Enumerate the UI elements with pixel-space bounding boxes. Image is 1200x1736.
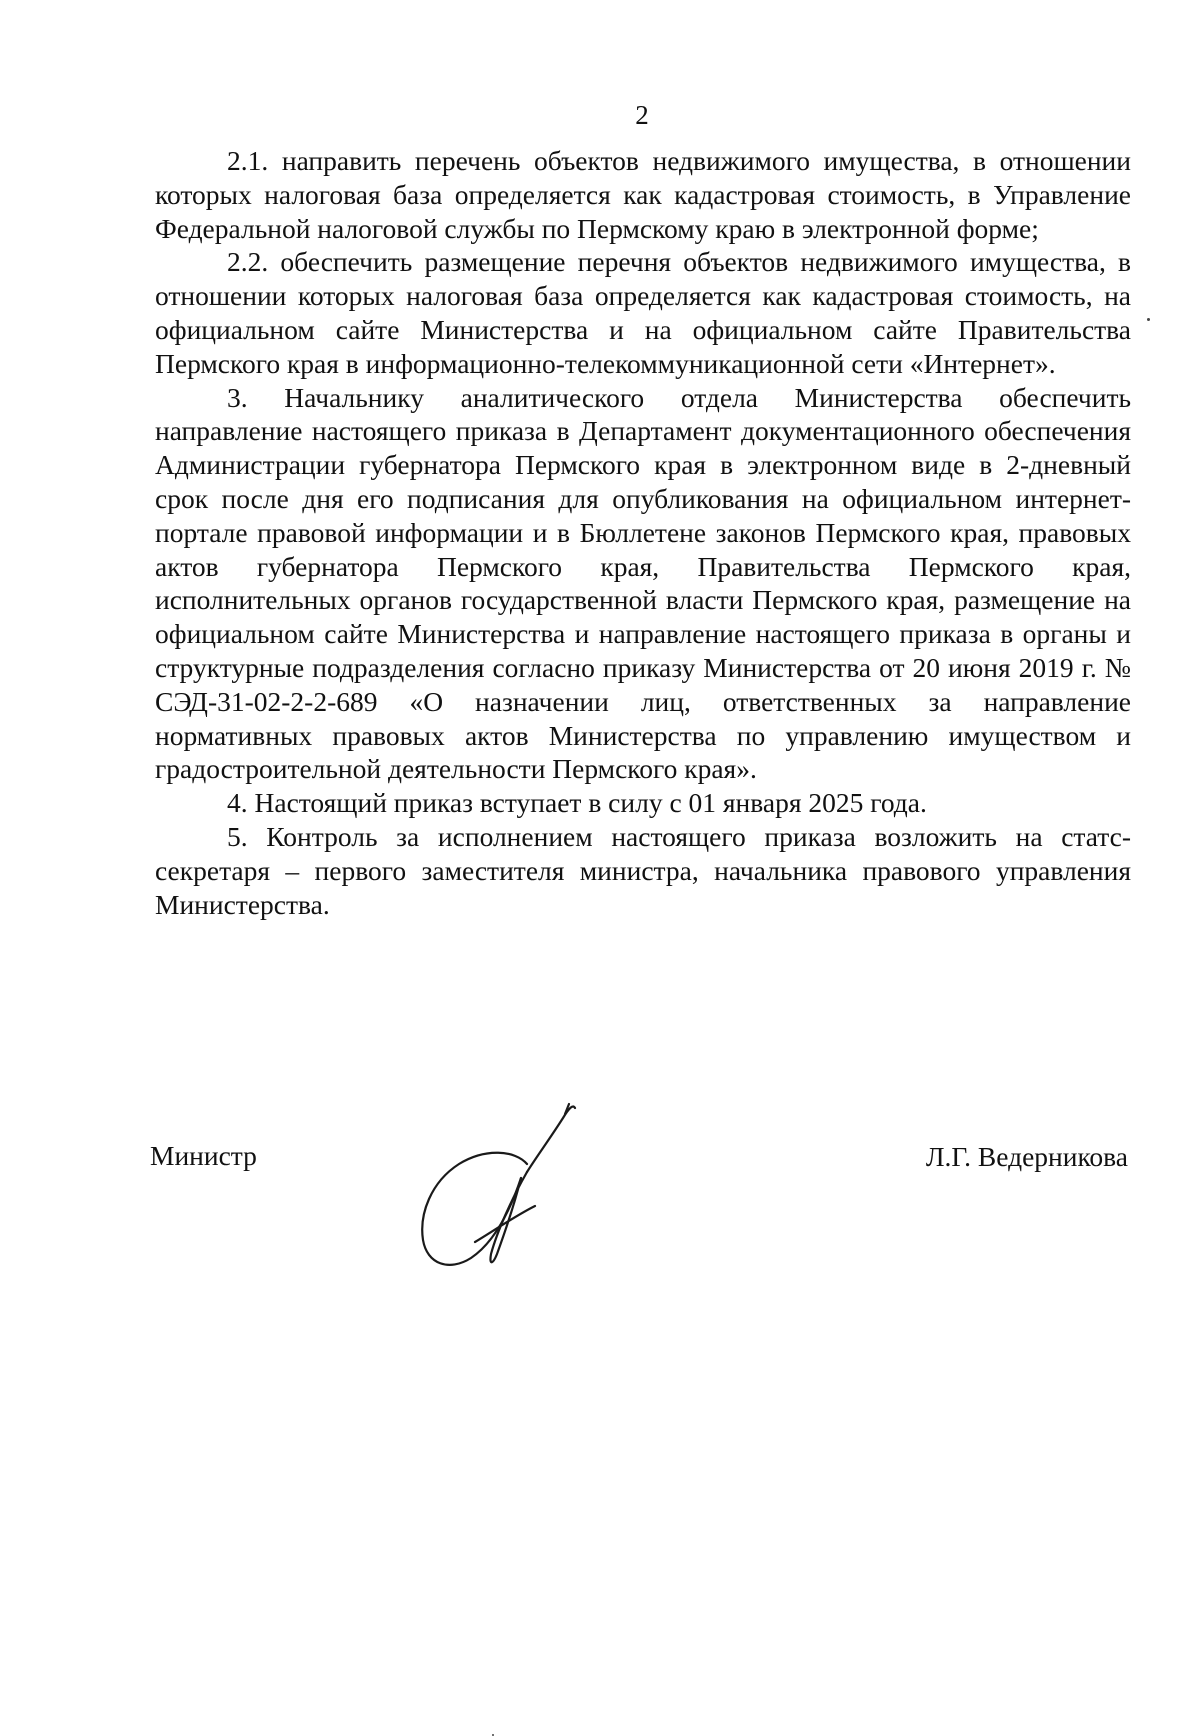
scan-speck — [1147, 318, 1150, 321]
paragraph-3: 3. Начальнику аналитического отдела Министерства обеспечить направление настоящего приказа в Департамент документационного обеспечения Администрации губернатора Пермского края в электронном виде в 2-дневный срок после дня его подписания для опубликования на официальном интернет-портале правовой информации и в Бюллетене законов Пермского края, правовых актов губернатора Пермского края, Правительства Пермского края, исполнительных органов государственной власти Пермского края, размещение на официальном сайте Министерства и направление настоящего приказа в органы и структурные подразделения согласно приказу Министерства от 20 июня 2019 г. № СЭД-31-02-2-2-689 «О назначении лиц, ответственных за направление нормативных правовых актов Министерства по управлению имуществом и градостроительной деятельности Пермского края». — [155, 381, 1131, 785]
paragraph-5: 5. Контроль за исполнением настоящего приказа возложить на статс-секретаря – первого заместителя министра, начальника правового управления Министерства. — [155, 820, 1131, 920]
paragraph-2-2: 2.2. обеспечить размещение перечня объектов недвижимого имущества, в отношении которых налоговая база определяется как кадастровая стоимость, на официальном сайте Министерства и на официальном сайте Правительства Пермского края в информационно-телекоммуникационной сети «Интернет». — [155, 246, 1131, 379]
handwritten-signature — [415, 1082, 595, 1272]
paragraph-2-1: 2.1. направить перечень объектов недвижимого имущества, в отношении которых налоговая база определяется как кадастровая стоимость, в Управление Федеральной налоговой службы по Пермскому краю в электронной форме; — [155, 145, 1131, 244]
signatory-name: Л.Г. Ведерникова — [925, 1141, 1128, 1172]
signatory-title: Министр — [150, 1140, 257, 1171]
paragraph-4: 4. Настоящий приказ вступает в силу с 01 января 2025 года. — [227, 787, 927, 819]
page-number: 2 — [635, 100, 649, 130]
signature-block — [0, 1130, 1200, 1280]
document-body — [155, 144, 1131, 921]
